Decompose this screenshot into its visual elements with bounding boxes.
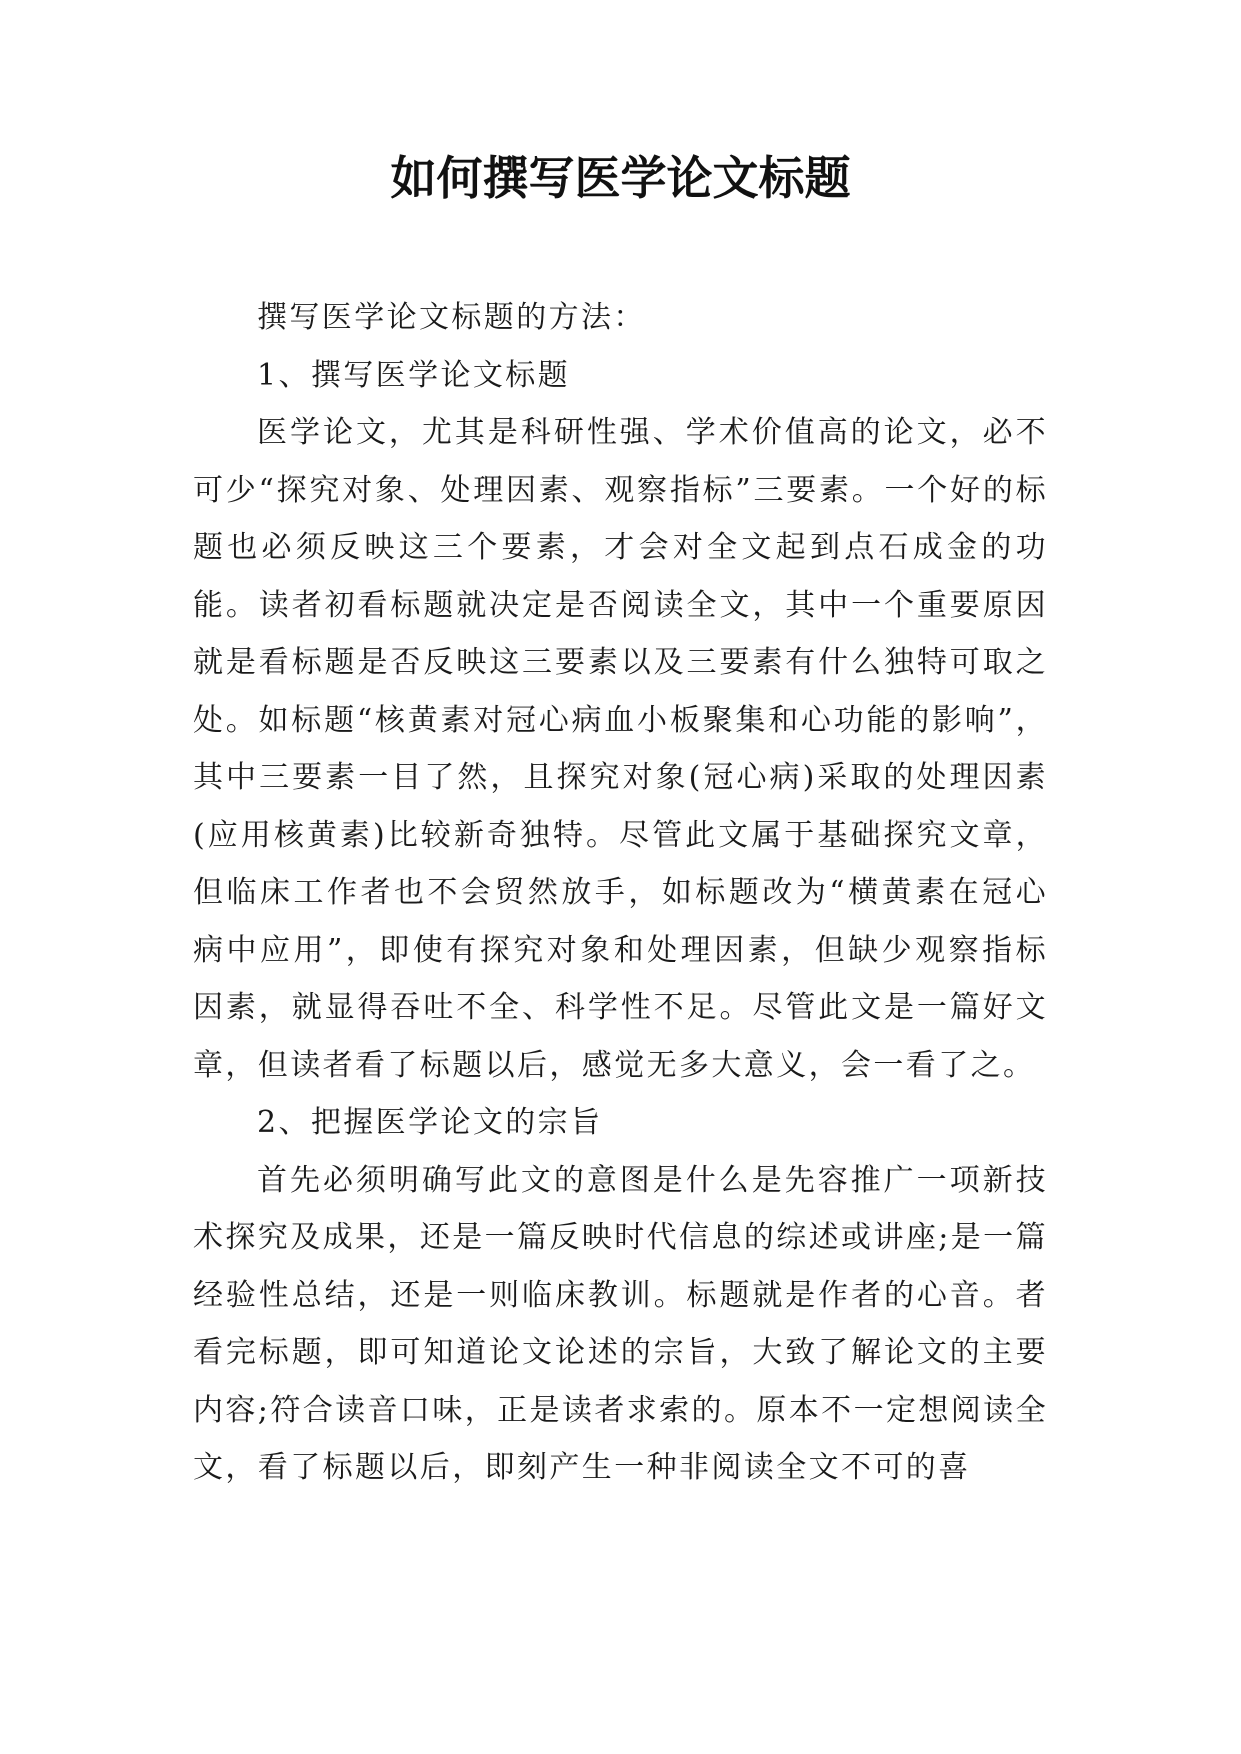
paragraph-section-1: 医学论文，尤其是科研性强、学术价值高的论文，必不可少“探究对象、处理因素、观察指标”三要素。一个好的标题也必须反映这三个要素，才会对全文起到点石成金的功能。读者初看标题就决定是否阅读全文，其中一个重要原因就是看标题是否反映这三要素以及三要素有什么独特可取之处。如标题“核黄素对冠心病血小板聚集和心功能的影响”，其中三要素一目了然，且探究对象(冠心病)采取的处理因素(应用核黄素)比较新奇独特。尽管此文属于基础探究文章，但临床工作者也不会贸然放手，如标题改为“横黄素在冠心病中应用”，即使有探究对象和处理因素，但缺少观察指标因素，就显得吞吐不全、科学性不足。尽管此文是一篇好文章，但读者看了标题以后，感觉无多大意义，会一看了之。: [193, 415, 1048, 1083]
paragraph-section-2: 首先必须明确写此文的意图是什么是先容推广一项新技术探究及成果，还是一篇反映时代信息的综述或讲座;是一篇经验性总结，还是一则临床教训。标题就是作者的心音。者看完标题，即可知道论文论述的宗旨，大致了解论文的主要内容;符合读音口味，正是读者求索的。原本不一定想阅读全文，看了标题以后，即刻产生一种非阅读全文不可的喜: [193, 1162, 1048, 1485]
section-heading-2: 2、把握医学论文的宗旨: [257, 1105, 603, 1140]
paragraph-intro: 撰写医学论文标题的方法：: [257, 300, 646, 335]
section-heading-1: 1、撰写医学论文标题: [257, 357, 571, 393]
document-body: [193, 289, 1048, 1497]
document-title: 如何撰写医学论文标题: [390, 151, 851, 205]
